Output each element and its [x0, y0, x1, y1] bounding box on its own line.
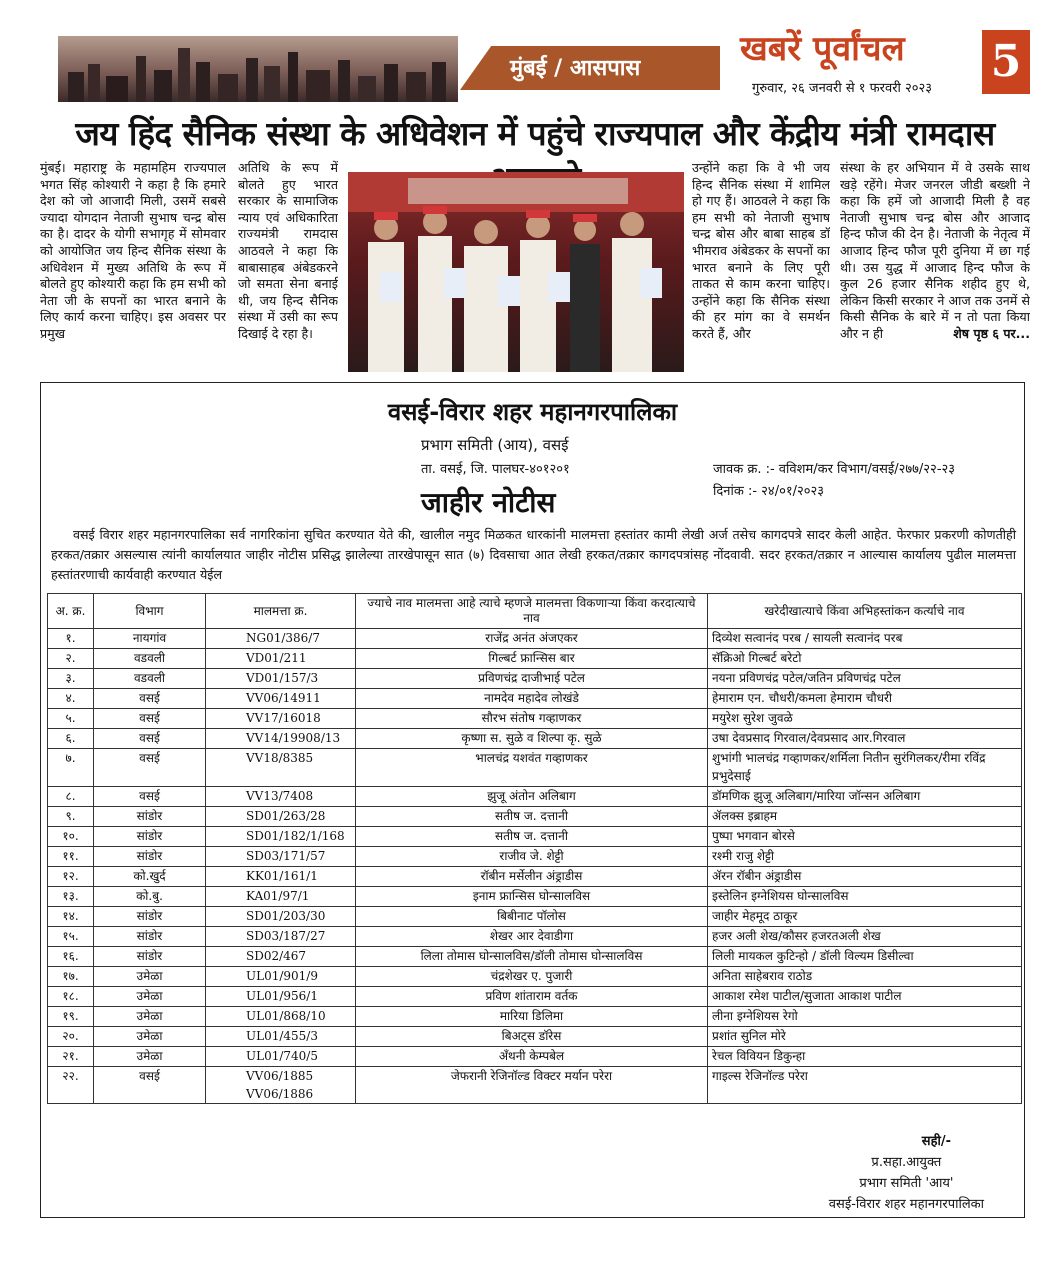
table-cell: को.बु. [94, 887, 206, 907]
signatory-ward: प्रभाग समिती 'आय' [859, 1176, 954, 1191]
table-cell: १८. [48, 987, 94, 1007]
table-cell: VV13/7408 [206, 787, 356, 807]
table-cell: उमेळा [94, 1047, 206, 1067]
table-cell: SD01/182/1/168 [206, 827, 356, 847]
notice-taluka: ता. वसई, जि. पालघर-४०१२०१ [421, 462, 570, 477]
table-cell: UL01/956/1 [206, 987, 356, 1007]
table-row [48, 887, 1022, 907]
table-cell: १३. [48, 887, 94, 907]
col-header: मालमत्ता क्र. [206, 594, 356, 629]
table-cell: ४. [48, 689, 94, 709]
table-cell: सांडोर [94, 827, 206, 847]
article-column-2: अतिथि के रूप में बोलते हुए भारत सरकार के सामाजिक न्याय एवं अधिकारिता राज्यमंत्री रामदास आठवले ने कहा कि बाबासाहब अंबेडकरने जो समता सेना बनाई थी, जय हिन्द सैनिक संस्था में उसी का रूप दिखाई दे रहा है। [238, 160, 338, 341]
table-cell: उमेळा [94, 967, 206, 987]
table-cell: वसई [94, 729, 206, 749]
table-cell: प्रविण शांताराम वर्तक [356, 987, 708, 1007]
table-cell: उमेळा [94, 1027, 206, 1047]
table-cell: SD01/203/30 [206, 907, 356, 927]
table-cell: हजर अली शेख/कौसर हजरतअली शेख [708, 927, 1022, 947]
table-row [48, 1067, 1022, 1104]
masthead [40, 10, 1030, 105]
table-cell: सांडोर [94, 927, 206, 947]
brand-title: खबरें पूर्वांचल [740, 29, 905, 69]
table-row [48, 867, 1022, 887]
table-cell: राजीव जे. शेट्टी [356, 847, 708, 867]
table-cell: शेखर आर देवाडीगा [356, 927, 708, 947]
table-cell: वसई [94, 787, 206, 807]
table-cell: ॲरन रॉबीन अंड्राडीस [708, 867, 1022, 887]
table-cell: १. [48, 629, 94, 649]
table-row [48, 987, 1022, 1007]
table-cell: सौरभ संतोष गव्हाणकर [356, 709, 708, 729]
table-cell: VD01/211 [206, 649, 356, 669]
table-cell: नामदेव महादेव लोखंडे [356, 689, 708, 709]
table-cell: चंद्रशेखर ए. पुजारी [356, 967, 708, 987]
table-cell: उषा देवप्रसाद गिरवाल/देवप्रसाद आर.गिरवाल [708, 729, 1022, 749]
table-cell: शुभांगी भालचंद्र गव्हाणकर/शर्मिला नितीन सुरंगिलकर/रीमा रविंद्र प्रभुदेसाई [708, 749, 1022, 787]
table-cell: राजेंद्र अनंत अंजएकर [356, 629, 708, 649]
table-cell: VV17/16018 [206, 709, 356, 729]
table-cell: १४. [48, 907, 94, 927]
table-row [48, 827, 1022, 847]
table-cell: रेचल विवियन डिकुन्हा [708, 1047, 1022, 1067]
table-cell: बिबीनाट पॉलोस [356, 907, 708, 927]
table-cell: वसई [94, 709, 206, 729]
table-cell: इस्तेलिन इग्नेशियस घोन्सालविस [708, 887, 1022, 907]
table-cell: UL01/455/3 [206, 1027, 356, 1047]
table-cell: गाइल्स रेजिनॉल्ड परेरा [708, 1067, 1022, 1104]
signatory-org: वसई-विरार शहर महानगरपालिका [828, 1197, 984, 1212]
table-cell: प्रशांत सुनिल मोरे [708, 1027, 1022, 1047]
table-cell: जाहीर मेहमूद ठाकूर [708, 907, 1022, 927]
table-cell: दिव्येश सत्वानंद परब / सायली सत्वानंद परब [708, 629, 1022, 649]
skyline-image [58, 36, 458, 102]
table-cell: UL01/740/5 [206, 1047, 356, 1067]
table-cell: कृष्णा स. सुळे व शिल्पा कृ. सुळे [356, 729, 708, 749]
table-cell: KK01/161/1 [206, 867, 356, 887]
table-cell: जेफरानी रेजिनॉल्ड विक्टर मर्यान परेरा [356, 1067, 708, 1104]
table-cell: भालचंद्र यशवंत गव्हाणकर [356, 749, 708, 787]
table-row [48, 709, 1022, 729]
page-number: 5 [982, 30, 1030, 94]
table-cell: वसई [94, 1067, 206, 1104]
table-cell: २०. [48, 1027, 94, 1047]
table-cell: लिला तोमास घोन्सालविस/डॉली तोमास घोन्सालविस [356, 947, 708, 967]
table-cell: NG01/386/7 [206, 629, 356, 649]
table-cell: KA01/97/1 [206, 887, 356, 907]
col-header: अ. क्र. [48, 594, 94, 629]
section-label: मुंबई / आसपास [510, 56, 641, 81]
table-row [48, 927, 1022, 947]
table-cell: रश्मी राजु शेट्टी [708, 847, 1022, 867]
table-cell: सांडोर [94, 907, 206, 927]
table-row [48, 629, 1022, 649]
notice-body: वसई विरार शहर महानगरपालिका सर्व नागरिकांना सुचित करण्यात येते की, खालील नमुद मिळकत धारकांनी मालमत्ता हस्तांतर कामी लेखी अर्ज तसेच कागदपत्रे सादर केली आहेत. फेरफार प्रकरणी कोणतीही हरकत/तक्रार असल्यास त्यांनी कार्यालयात जाहीर नोटीस प्रसिद्ध झालेल्या तारखेपासून सात (७) दिवसाचा आत लेखी हरकत/तक्रार कागदपत्रांसह नोंदवावी. सदर हरकत/तक्रार न आल्यास कार्यालय पुढील मालमत्ता हस्तांतरणाची कार्यवाही करण्यात येईल [51, 527, 1016, 582]
table-cell: हेमाराम एन. चौधरी/कमला हेमाराम चौधरी [708, 689, 1022, 709]
table-cell: SD02/467 [206, 947, 356, 967]
table-cell: उमेळा [94, 987, 206, 1007]
table-cell: २१. [48, 1047, 94, 1067]
article-column-3: उन्होंने कहा कि वे भी जय हिन्द सैनिक संस्था में शामिल हो गए हैं। आठवले ने कहा कि हम सभी को नेताजी सुभाष चन्द्र बोस और बाबा साहब डॉ भीमराव अंबेडकर के सपनों का भारत बनाने के लिए पूरी ताकत से काम करना चाहिए। उन्होंने कहा कि सैनिक संस्था की हर मांग का वे समर्थन करते हैं, और [692, 160, 830, 341]
col-header: खरेदीखात्याचे किंवा अभिहस्तांकन कर्त्याचे नाव [708, 594, 1022, 629]
table-row [48, 787, 1022, 807]
table-cell: VV18/8385 [206, 749, 356, 787]
table-cell: ९. [48, 807, 94, 827]
article-headline: जय हिंद सैनिक संस्था के अधिवेशन में पहुंचे राज्यपाल और केंद्रीय मंत्री रामदास [75, 114, 995, 153]
table-cell: नायगांव [94, 629, 206, 649]
table-cell: १६. [48, 947, 94, 967]
table-cell: मारिया डिलिमा [356, 1007, 708, 1027]
table-cell: लीना इग्नेशियस रेगो [708, 1007, 1022, 1027]
table-cell: बिअट्स डॉरेस [356, 1027, 708, 1047]
table-row [48, 967, 1022, 987]
table-cell: गिल्बर्ट फ्रान्सिस बार [356, 649, 708, 669]
table-cell: आकाश रमेश पाटील/सुजाता आकाश पाटील [708, 987, 1022, 1007]
table-cell: वसई [94, 689, 206, 709]
table-cell: SD03/171/57 [206, 847, 356, 867]
table-cell: अनिता साहेबराव राठोड [708, 967, 1022, 987]
table-cell: २. [48, 649, 94, 669]
col-header: ज्याचे नाव मालमत्ता आहे त्याचे म्हणजे मालमत्ता विकणाऱ्या किंवा करदात्याचे नाव [356, 594, 708, 629]
table-header [48, 594, 1022, 629]
table-cell: सांडोर [94, 807, 206, 827]
table-cell: सॅक्रिओ गिल्बर्ट बरेटो [708, 649, 1022, 669]
table-cell: ११. [48, 847, 94, 867]
table-cell: अँथनी केम्पबेल [356, 1047, 708, 1067]
table-cell: VV06/1885 VV06/1886 [206, 1067, 356, 1104]
signature-label: सही/- [921, 1134, 951, 1149]
article-column-4-text: संस्था के हर अभियान में वे उसके साथ खड़े रहेंगे। मेजर जनरल जीडी बख्शी ने कहा कि हमें जो आजादी मिली है वह नेताजी सुभाष चन्द्र बोस और आजाद हिन्द फौज की देन है। नेताजी के नेतृत्व में आजाद हिन्द फौज पूरी दुनिया में छा गई थी। उस युद्ध में आजाद हिन्द फौज के कुल 26 हजार सैनिक शहीद हुए थे, लेकिन किसी सरकार ने आज तक उनमें से किसी सैनिक के बारे में न तो पता किया और न ही [840, 160, 1030, 341]
table-cell: सतीष ज. दत्तानी [356, 807, 708, 827]
table-cell: लिली मायकल कुटिन्हो / डॉली विल्यम डिसील्वा [708, 947, 1022, 967]
table-cell: वसई [94, 749, 206, 787]
table-row [48, 689, 1022, 709]
table-cell: १५. [48, 927, 94, 947]
table-row [48, 749, 1022, 787]
signature-block [829, 1131, 984, 1215]
table-row [48, 649, 1022, 669]
table-cell: ॲलक्स इब्राहम [708, 807, 1022, 827]
table-row [48, 907, 1022, 927]
article-column-4 [840, 160, 1030, 376]
table-cell: ७. [48, 749, 94, 787]
table-cell: सतीष ज. दत्तानी [356, 827, 708, 847]
table-row [48, 1007, 1022, 1027]
table-cell: वडवली [94, 649, 206, 669]
table-row [48, 1027, 1022, 1047]
col-header: विभाग [94, 594, 206, 629]
table-row [48, 729, 1022, 749]
table-cell: मयुरेश सुरेश जुवळे [708, 709, 1022, 729]
table-cell: उमेळा [94, 1007, 206, 1027]
table-cell: डॉमणिक झुजू अलिबाग/मारिया जॉन्सन अलिबाग [708, 787, 1022, 807]
table-cell: को.खुर्द [94, 867, 206, 887]
table-cell: १९. [48, 1007, 94, 1027]
table-cell: SD03/187/27 [206, 927, 356, 947]
table-row [48, 669, 1022, 689]
table-row [48, 1047, 1022, 1067]
article-column-1: मुंबई। महाराष्ट्र के महामहिम राज्यपाल भगत सिंह कोश्यारी ने कहा है कि हमारे देश को जो आजादी मिली, उसमें सबसे ज्यादा योगदान नेताजी सुभाष चन्द्र बोस का है। दादर के योगी सभागृह में सोमवार को आयोजित जय हिन्द सैनिक संस्था के अधिवेशन में मुख्य अतिथि के रूप में बोलते हुए कोश्यारी कहा कि हम सभी को नेता जी के सपनों का भारत बनाने के लिए कार्य करना चाहिए। इस अवसर पर प्रमुख [40, 160, 226, 341]
notice-ref: जावक क्र. :- वविशम/कर विभाग/वसई/२७७/२२-२३ [713, 462, 956, 477]
continued-note: शेष पृष्ठ ६ पर... [953, 325, 1030, 341]
dateline: गुरुवार, २६ जनवरी से १ फरवरी २०२३ [752, 81, 933, 96]
event-photo [348, 172, 684, 372]
table-cell: रॉबीन मर्सेलीन अंड्राडीस [356, 867, 708, 887]
table-cell: १२. [48, 867, 94, 887]
table-cell: १७. [48, 967, 94, 987]
table-row [48, 847, 1022, 867]
table-cell: सांडोर [94, 847, 206, 867]
table-cell: ५. [48, 709, 94, 729]
table-cell: पुष्पा भगवान बोरसे [708, 827, 1022, 847]
table-row [48, 947, 1022, 967]
notice-table [47, 593, 1022, 1104]
notice-ward: प्रभाग समिती (आय), वसई [421, 436, 569, 454]
table-cell: वडवली [94, 669, 206, 689]
table-cell: १०. [48, 827, 94, 847]
table-row [48, 807, 1022, 827]
table-cell: ६. [48, 729, 94, 749]
table-cell: UL01/901/9 [206, 967, 356, 987]
notice-date: दिनांक :- २४/०१/२०२३ [713, 484, 825, 499]
table-cell: ३. [48, 669, 94, 689]
table-cell: ८. [48, 787, 94, 807]
table-cell: इनाम फ्रान्सिस घोन्सालविस [356, 887, 708, 907]
table-cell: UL01/868/10 [206, 1007, 356, 1027]
table-cell: सांडोर [94, 947, 206, 967]
signatory-title: प्र.सहा.आयुक्त [871, 1155, 942, 1170]
table-cell: नयना प्रविणचंद्र पटेल/जतिन प्रविणचंद्र पटेल [708, 669, 1022, 689]
table-cell: २२. [48, 1067, 94, 1104]
table-cell: VV14/19908/13 [206, 729, 356, 749]
public-notice [40, 382, 1025, 1218]
notice-title: जाहीर नोटीस [421, 486, 556, 519]
table-cell: SD01/263/28 [206, 807, 356, 827]
notice-org: वसई-विरार शहर महानगरपालिका [387, 398, 678, 426]
table-cell: प्रविणचंद्र दाजीभाई पटेल [356, 669, 708, 689]
table-cell: झुजू अंतोन अलिबाग [356, 787, 708, 807]
table-cell: VD01/157/3 [206, 669, 356, 689]
table-cell: VV06/14911 [206, 689, 356, 709]
